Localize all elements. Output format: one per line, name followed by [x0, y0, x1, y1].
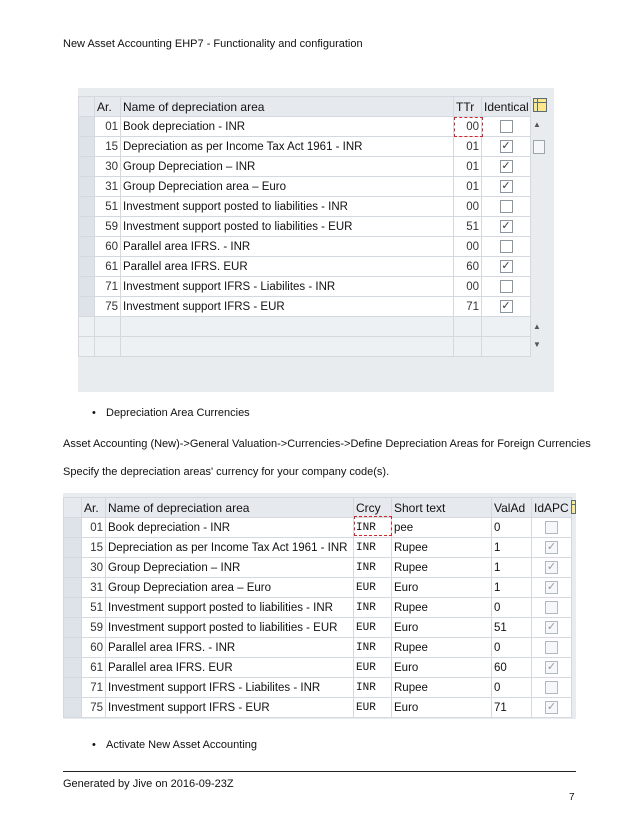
column-settings-icon[interactable]	[571, 500, 576, 514]
page-number: 7	[569, 792, 575, 803]
column-header-area[interactable]: Ar.	[82, 498, 106, 518]
currency-input[interactable]: EUR	[354, 578, 392, 598]
column-header-area[interactable]: Ar.	[95, 97, 121, 117]
area-cell: 60	[95, 237, 121, 257]
row-selector-header[interactable]	[79, 97, 95, 117]
valad-input[interactable]: 0	[492, 518, 532, 538]
row-selector[interactable]	[64, 658, 82, 678]
identical-checkbox[interactable]: ✓	[501, 180, 511, 192]
ttr-input[interactable]: 60	[454, 257, 482, 277]
row-selector[interactable]	[64, 538, 82, 558]
area-name-cell: Group Depreciation – INR	[106, 558, 354, 578]
identical-cell	[482, 197, 531, 217]
valad-input[interactable]: 71	[492, 698, 532, 718]
area-cell: 30	[82, 558, 106, 578]
area-cell: 01	[95, 117, 121, 137]
vertical-scrollbar[interactable]	[531, 96, 549, 354]
depreciation-areas-screenshot	[78, 88, 554, 392]
area-cell: 59	[82, 618, 106, 638]
bullet-text: Depreciation Area Currencies	[106, 407, 250, 419]
table-row[interactable]	[79, 257, 531, 277]
area-cell: 51	[95, 197, 121, 217]
idapc-cell	[532, 538, 572, 558]
row-selector[interactable]	[64, 698, 82, 718]
idapc-cell	[532, 518, 572, 538]
table-row[interactable]	[64, 518, 572, 538]
currency-input[interactable]: INR	[354, 678, 392, 698]
row-selector[interactable]	[79, 237, 95, 257]
row-selector[interactable]	[79, 197, 95, 217]
area-name-cell: Investment support IFRS - EUR	[121, 297, 454, 317]
idapc-checkbox[interactable]	[545, 601, 558, 614]
identical-cell	[482, 237, 531, 257]
area-name-cell: Parallel area IFRS. EUR	[121, 257, 454, 277]
identical-cell	[482, 297, 531, 317]
ttr-input[interactable]: 01	[454, 137, 482, 157]
idapc-cell	[532, 678, 572, 698]
idapc-checkbox[interactable]: ✓	[546, 581, 557, 593]
idapc-checkbox[interactable]: ✓	[546, 661, 557, 673]
empty-cell	[454, 337, 482, 357]
short-text-cell: Euro	[392, 698, 492, 718]
short-text-cell: Rupee	[392, 638, 492, 658]
area-name-cell: Group Depreciation area – Euro	[121, 177, 454, 197]
short-text-cell: Rupee	[392, 678, 492, 698]
empty-cell	[95, 337, 121, 357]
area-name-cell: Depreciation as per Income Tax Act 1961 - INR	[121, 137, 454, 157]
short-text-cell: Rupee	[392, 598, 492, 618]
scroll-thumb[interactable]	[533, 140, 545, 154]
row-selector[interactable]	[79, 137, 95, 157]
area-name-cell: Depreciation as per Income Tax Act 1961 - INR	[106, 538, 354, 558]
idapc-cell	[532, 598, 572, 618]
identical-checkbox[interactable]	[500, 280, 513, 293]
currencies-table	[63, 497, 572, 718]
area-cell: 15	[95, 137, 121, 157]
area-name-cell: Investment support IFRS - Liabilites - INR	[121, 277, 454, 297]
identical-cell	[482, 217, 531, 237]
ttr-input[interactable]: 00	[454, 117, 482, 137]
valad-input[interactable]: 0	[492, 598, 532, 618]
identical-checkbox[interactable]: ✓	[501, 140, 511, 152]
area-name-cell: Investment support IFRS - EUR	[106, 698, 354, 718]
area-cell: 61	[95, 257, 121, 277]
identical-checkbox[interactable]	[500, 240, 513, 253]
identical-cell	[482, 177, 531, 197]
idapc-cell	[532, 558, 572, 578]
valad-input[interactable]: 60	[492, 658, 532, 678]
depreciation-areas-table	[78, 96, 531, 357]
area-name-cell: Book depreciation - INR	[121, 117, 454, 137]
table-row[interactable]	[79, 237, 531, 257]
ttr-input[interactable]: 01	[454, 157, 482, 177]
row-selector[interactable]	[79, 297, 95, 317]
currencies-screenshot	[63, 493, 576, 719]
row-selector[interactable]	[79, 277, 95, 297]
row-selector[interactable]	[64, 558, 82, 578]
currency-input[interactable]: INR	[354, 538, 392, 558]
table-row[interactable]	[79, 137, 531, 157]
row-selector[interactable]	[79, 217, 95, 237]
identical-cell	[482, 257, 531, 277]
idapc-checkbox[interactable]	[545, 681, 558, 694]
area-cell: 51	[82, 598, 106, 618]
identical-checkbox[interactable]: ✓	[501, 260, 511, 272]
area-cell: 71	[95, 277, 121, 297]
empty-cell	[121, 317, 454, 337]
row-selector[interactable]	[64, 678, 82, 698]
table-row[interactable]	[79, 197, 531, 217]
table-row[interactable]	[79, 297, 531, 317]
idapc-cell	[532, 658, 572, 678]
area-cell: 75	[82, 698, 106, 718]
idapc-checkbox[interactable]	[545, 641, 558, 654]
short-text-cell: Rupee	[392, 558, 492, 578]
ttr-input[interactable]: 01	[454, 177, 482, 197]
bullet-icon: •	[92, 407, 96, 419]
bullet-item	[92, 407, 250, 419]
idapc-checkbox[interactable]	[545, 521, 558, 534]
column-header-identical[interactable]: Identical	[482, 97, 531, 117]
row-selector[interactable]	[64, 638, 82, 658]
column-header-short-text[interactable]: Short text	[392, 498, 492, 518]
area-cell: 30	[95, 157, 121, 177]
table-row[interactable]	[64, 618, 572, 638]
identical-cell	[482, 137, 531, 157]
area-name-cell: Group Depreciation area – Euro	[106, 578, 354, 598]
table-row[interactable]	[64, 658, 572, 678]
ttr-input[interactable]: 00	[454, 237, 482, 257]
row-selector[interactable]	[64, 518, 82, 538]
area-name-cell: Investment support posted to liabilities - INR	[121, 197, 454, 217]
table-row[interactable]	[64, 558, 572, 578]
row-selector-header[interactable]	[64, 498, 82, 518]
table-row[interactable]	[79, 177, 531, 197]
footer-divider	[63, 771, 576, 772]
table-row[interactable]	[64, 598, 572, 618]
area-cell: 61	[82, 658, 106, 678]
idapc-checkbox[interactable]: ✓	[546, 701, 557, 713]
table-row[interactable]	[79, 217, 531, 237]
scroll-up-icon[interactable]: ▲	[533, 322, 541, 331]
row-selector[interactable]	[79, 257, 95, 277]
short-text-cell: Euro	[392, 658, 492, 678]
area-name-cell: Investment support posted to liabilities - INR	[106, 598, 354, 618]
area-cell: 59	[95, 217, 121, 237]
row-selector[interactable]	[64, 618, 82, 638]
row-selector[interactable]	[79, 317, 95, 337]
valad-input[interactable]: 0	[492, 638, 532, 658]
area-name-cell: Investment support posted to liabilities - EUR	[121, 217, 454, 237]
area-cell: 75	[95, 297, 121, 317]
identical-cell	[482, 157, 531, 177]
empty-cell	[95, 317, 121, 337]
row-selector[interactable]	[79, 157, 95, 177]
empty-cell	[482, 317, 531, 337]
empty-row	[79, 337, 531, 357]
identical-checkbox[interactable]	[500, 200, 513, 213]
ttr-input[interactable]: 71	[454, 297, 482, 317]
area-name-cell: Parallel area IFRS. EUR	[106, 658, 354, 678]
valad-input[interactable]: 1	[492, 578, 532, 598]
identical-checkbox[interactable]: ✓	[501, 300, 511, 312]
area-cell: 15	[82, 538, 106, 558]
instruction-text: Specify the depreciation areas' currency for your company code(s).	[63, 466, 390, 478]
table-row[interactable]	[64, 638, 572, 658]
valad-input[interactable]: 0	[492, 678, 532, 698]
table-row[interactable]	[64, 698, 572, 718]
short-text-cell: pee	[392, 518, 492, 538]
currency-input[interactable]: INR	[354, 638, 392, 658]
identical-checkbox[interactable]	[500, 120, 513, 133]
identical-checkbox[interactable]: ✓	[501, 220, 511, 232]
table-row[interactable]	[64, 578, 572, 598]
idapc-checkbox[interactable]: ✓	[546, 561, 557, 573]
area-cell: 31	[95, 177, 121, 197]
currency-input[interactable]: EUR	[354, 658, 392, 678]
area-cell: 60	[82, 638, 106, 658]
idapc-cell	[532, 698, 572, 718]
column-header-ttr[interactable]: TTr	[454, 97, 482, 117]
ttr-input[interactable]: 00	[454, 277, 482, 297]
area-name-cell: Investment support posted to liabilities - EUR	[106, 618, 354, 638]
table-row[interactable]	[79, 277, 531, 297]
identical-checkbox[interactable]: ✓	[501, 160, 511, 172]
idapc-checkbox[interactable]: ✓	[546, 621, 557, 633]
empty-cell	[454, 317, 482, 337]
area-name-cell: Book depreciation - INR	[106, 518, 354, 538]
column-header-currency[interactable]: Crcy	[354, 498, 392, 518]
column-header-valad[interactable]: ValAd	[492, 498, 532, 518]
table-header-row	[64, 498, 572, 518]
valad-input[interactable]: 1	[492, 558, 532, 578]
bullet-item	[92, 739, 257, 751]
currency-input[interactable]: EUR	[354, 618, 392, 638]
bullet-icon: •	[92, 739, 96, 751]
short-text-cell: Euro	[392, 578, 492, 598]
currency-input[interactable]: INR	[354, 558, 392, 578]
table-row[interactable]	[79, 117, 531, 137]
row-selector[interactable]	[79, 117, 95, 137]
scroll-down-icon[interactable]: ▼	[533, 340, 541, 349]
short-text-cell: Euro	[392, 618, 492, 638]
scroll-up-icon[interactable]: ▲	[533, 120, 541, 129]
short-text-cell: Rupee	[392, 538, 492, 558]
area-cell: 71	[82, 678, 106, 698]
empty-row	[79, 317, 531, 337]
column-header-name[interactable]: Name of depreciation area	[121, 97, 454, 117]
column-header-idapc[interactable]: IdAPC	[532, 498, 572, 518]
identical-cell	[482, 117, 531, 137]
currency-input[interactable]: INR	[354, 518, 392, 538]
ttr-input[interactable]: 51	[454, 217, 482, 237]
currency-input[interactable]: INR	[354, 598, 392, 618]
bullet-text: Activate New Asset Accounting	[106, 739, 258, 751]
area-name-cell: Group Depreciation – INR	[121, 157, 454, 177]
area-cell: 01	[82, 518, 106, 538]
identical-cell	[482, 277, 531, 297]
row-selector[interactable]	[64, 578, 82, 598]
valad-input[interactable]: 51	[492, 618, 532, 638]
table-row[interactable]	[64, 538, 572, 558]
ttr-input[interactable]: 00	[454, 197, 482, 217]
row-selector[interactable]	[79, 177, 95, 197]
table-row[interactable]	[64, 678, 572, 698]
idapc-cell	[532, 638, 572, 658]
document-header: New Asset Accounting EHP7 - Functionality and configuration	[63, 38, 363, 50]
area-name-cell: Investment support IFRS - Liabilites - INR	[106, 678, 354, 698]
footer-generated: Generated by Jive on 2016-09-23Z	[63, 778, 234, 790]
idapc-cell	[532, 578, 572, 598]
valad-input[interactable]: 1	[492, 538, 532, 558]
table-row[interactable]	[79, 157, 531, 177]
column-settings-icon[interactable]	[533, 98, 547, 112]
area-name-cell: Parallel area IFRS. - INR	[106, 638, 354, 658]
column-header-name[interactable]: Name of depreciation area	[106, 498, 354, 518]
config-path: Asset Accounting (New)->General Valuation->Currencies->Define Depreciation Areas for Foreign Currencies	[63, 438, 591, 450]
idapc-checkbox[interactable]: ✓	[546, 541, 557, 553]
table-header-row	[79, 97, 531, 117]
idapc-cell	[532, 618, 572, 638]
row-selector[interactable]	[64, 598, 82, 618]
area-cell: 31	[82, 578, 106, 598]
currency-input[interactable]: EUR	[354, 698, 392, 718]
empty-cell	[482, 337, 531, 357]
row-selector[interactable]	[79, 337, 95, 357]
empty-cell	[121, 337, 454, 357]
area-name-cell: Parallel area IFRS. - INR	[121, 237, 454, 257]
